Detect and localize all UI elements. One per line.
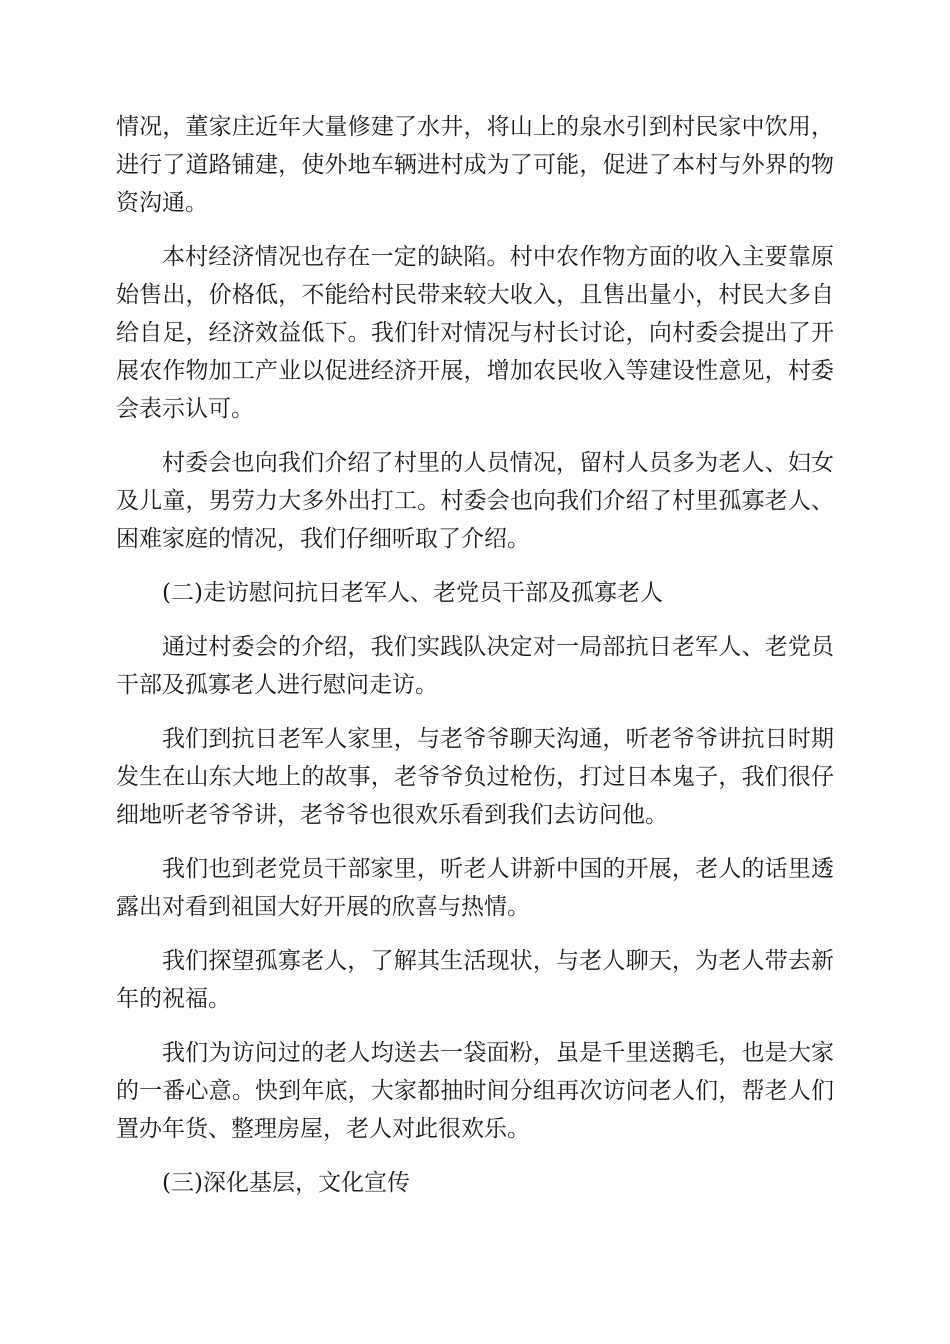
section-heading-2: (二)走访慰问抗日老军人、老党员干部及孤寡老人	[162, 580, 663, 606]
document-body	[116, 108, 834, 1202]
paragraph-elderly: 我们探望孤寡老人，了解其生活现状，与老人聊天，为老人带去新年的祝福。	[116, 948, 834, 1012]
section-heading-3: (三)深化基层，文化宣传	[162, 1170, 410, 1196]
paragraph-party-member: 我们也到老党员干部家里，听老人讲新中国的开展，老人的话里透露出对看到祖国大好开展的欣喜与热情。	[116, 856, 834, 920]
paragraph-gifts: 我们为访问过的老人均送去一袋面粉，虽是千里送鹅毛，也是大家的一番心意。快到年底，大家都抽时间分组再次访问老人们，帮老人们置办年货、整理房屋，老人对此很欢乐。	[116, 1040, 834, 1142]
paragraph-population: 村委会也向我们介绍了村里的人员情况，留村人员多为老人、妇女及儿童，男劳力大多外出打工。村委会也向我们介绍了村里孤寡老人、困难家庭的情况，我们仔细听取了介绍。	[116, 450, 834, 552]
paragraph-visit-intro: 通过村委会的介绍，我们实践队决定对一局部抗日老军人、老党员干部及孤寡老人进行慰问走访。	[116, 634, 834, 698]
paragraph-continuation: 情况，董家庄近年大量修建了水井，将山上的泉水引到村民家中饮用，进行了道路铺建，使外地车辆进村成为了可能，促进了本村与外界的物资沟通。	[116, 114, 834, 216]
paragraph-economy: 本村经济情况也存在一定的缺陷。村中农作物方面的收入主要靠原始售出，价格低，不能给村民带来较大收入，且售出量小，村民大多自给自足，经济效益低下。我们针对情况与村长讨论，向村委会提出了开展农作物加工产业以促进经济开展，增加农民收入等建设性意见，村委会表示认可。	[116, 244, 834, 422]
paragraph-veteran: 我们到抗日老军人家里，与老爷爷聊天沟通，听老爷爷讲抗日时期发生在山东大地上的故事，老爷爷负过枪伤，打过日本鬼子，我们很仔细地听老爷爷讲，老爷爷也很欢乐看到我们去访问他。	[116, 726, 834, 828]
